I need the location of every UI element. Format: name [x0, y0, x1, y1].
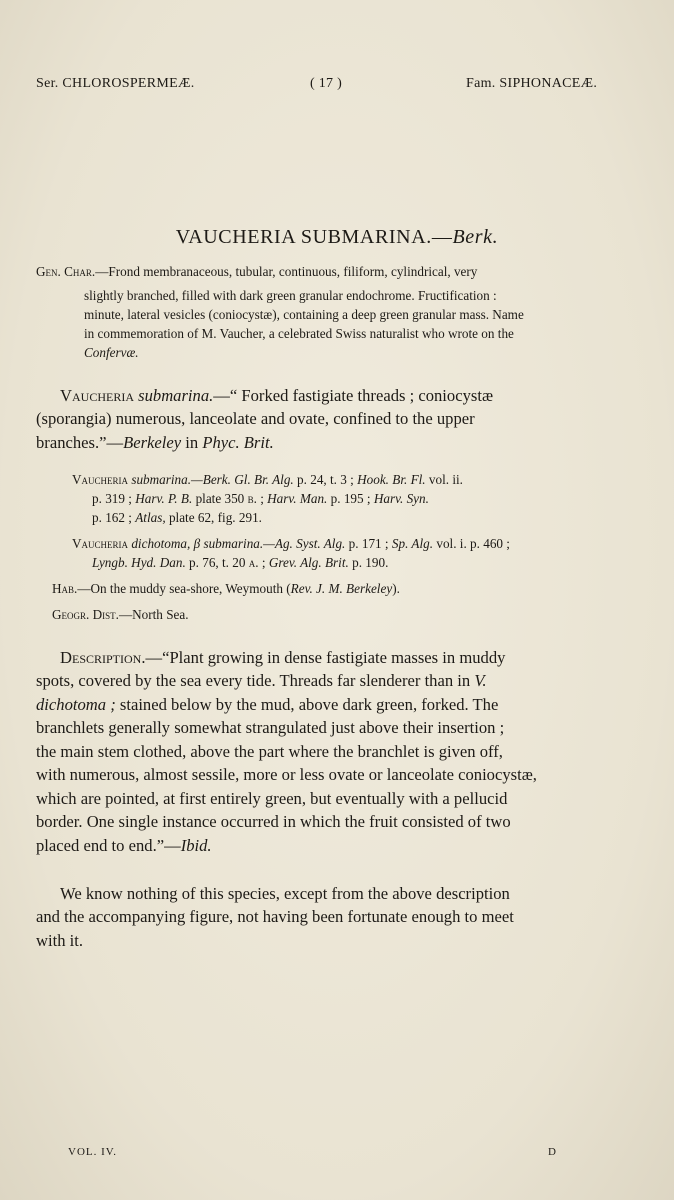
- gen-char-line: in commemoration of M. Vaucher, a celebrated Swiss naturalist who wrote on the: [84, 326, 514, 341]
- quote-line: branches.”—Berkeley in Phyc. Brit.: [36, 432, 274, 452]
- generic-character: [36, 262, 622, 281]
- habitat: Hab.—On the muddy sea-shore, Weymouth (Rev. J. M. Berkeley).: [52, 581, 400, 596]
- quote-line: (sporangia) numerous, lanceolate and ovate, confined to the upper: [36, 409, 475, 428]
- species-title: [0, 226, 674, 249]
- description-first-line: Description.—“Plant growing in dense fastigiate masses in muddy: [60, 648, 506, 667]
- gen-char-line: slightly branched, filled with dark green granular endochrome. Fructification :: [84, 288, 497, 303]
- synonym-entry-continued: Lyngb. Hyd. Dan. p. 76, t. 20 a. ; Grev. Alg. Brit. p. 190.: [92, 555, 389, 570]
- closing-first-line: We know nothing of this species, except from the above description: [60, 884, 510, 903]
- geogr-label: Geogr. Dist.: [52, 607, 119, 622]
- species-name: VAUCHERIA SUBMARINA.—: [175, 226, 453, 248]
- geographic-distribution: Geogr. Dist.—North Sea.: [52, 607, 189, 622]
- synonym-entry: Vaucheria dichotoma, β submarina.—Ag. Syst. Alg. p. 171 ; Sp. Alg. vol. i. p. 460 ;: [72, 536, 510, 551]
- signature-mark: D: [548, 1146, 557, 1158]
- volume-footer: VOL. IV.: [68, 1146, 118, 1158]
- description-label: Description.: [60, 648, 146, 667]
- quote-first-line: Vaucheria submarina.—“ Forked fastigiate threads ; coniocystæ: [60, 386, 494, 405]
- habitat-label: Hab.: [52, 581, 78, 596]
- description-body: spots, covered by the sea every tide. Threads far slenderer than in V. dichotoma ; stained below by the mud, above dark green, forked. The branchlets generally somewhat strangulated just above their insertion ; the main stem clothed, above the part where the branchlet is given off, with numerous, almost sessile, more or less ovate or lanceolate coniocystæ, which are pointed, at first entirely green, but eventually with a pellucid border. One single instance occurred in which the fruit consisted of two placed end to end.”—Ibid.: [36, 671, 537, 855]
- synonym-entry-continued: p. 319 ; Harv. P. B. plate 350 b. ; Harv. Man. p. 195 ; Harv. Syn. p. 162 ; Atlas, plate 62, fig. 291.: [92, 491, 429, 525]
- gen-char-body: [84, 286, 622, 362]
- running-head-family: Fam. SIPHONACEÆ.: [466, 76, 598, 91]
- species-epithet: submarina.: [138, 386, 214, 405]
- quote-body: [36, 407, 622, 454]
- gen-char-line: Gen. Char.—Frond membranaceous, tubular, continuous, filiform, cylindrical, very: [36, 264, 478, 279]
- species-author: Berk.: [452, 226, 499, 248]
- running-head-series: Ser. CHLOROSPERMEÆ.: [36, 76, 195, 91]
- gen-char-line: minute, lateral vesicles (coniocystæ), containing a deep green granular mass. Name: [84, 307, 524, 322]
- closing-body: and the accompanying figure, not having been fortunate enough to meet with it.: [36, 907, 514, 950]
- genus-name: Vaucheria: [60, 386, 134, 405]
- gen-char-line: Confervæ.: [84, 345, 139, 360]
- page-number: ( 17 ): [310, 76, 343, 91]
- synonym-entry: Vaucheria submarina.—Berk. Gl. Br. Alg. p. 24, t. 3 ; Hook. Br. Fl. vol. ii.: [72, 472, 463, 487]
- gen-char-label: Gen. Char.: [36, 264, 96, 279]
